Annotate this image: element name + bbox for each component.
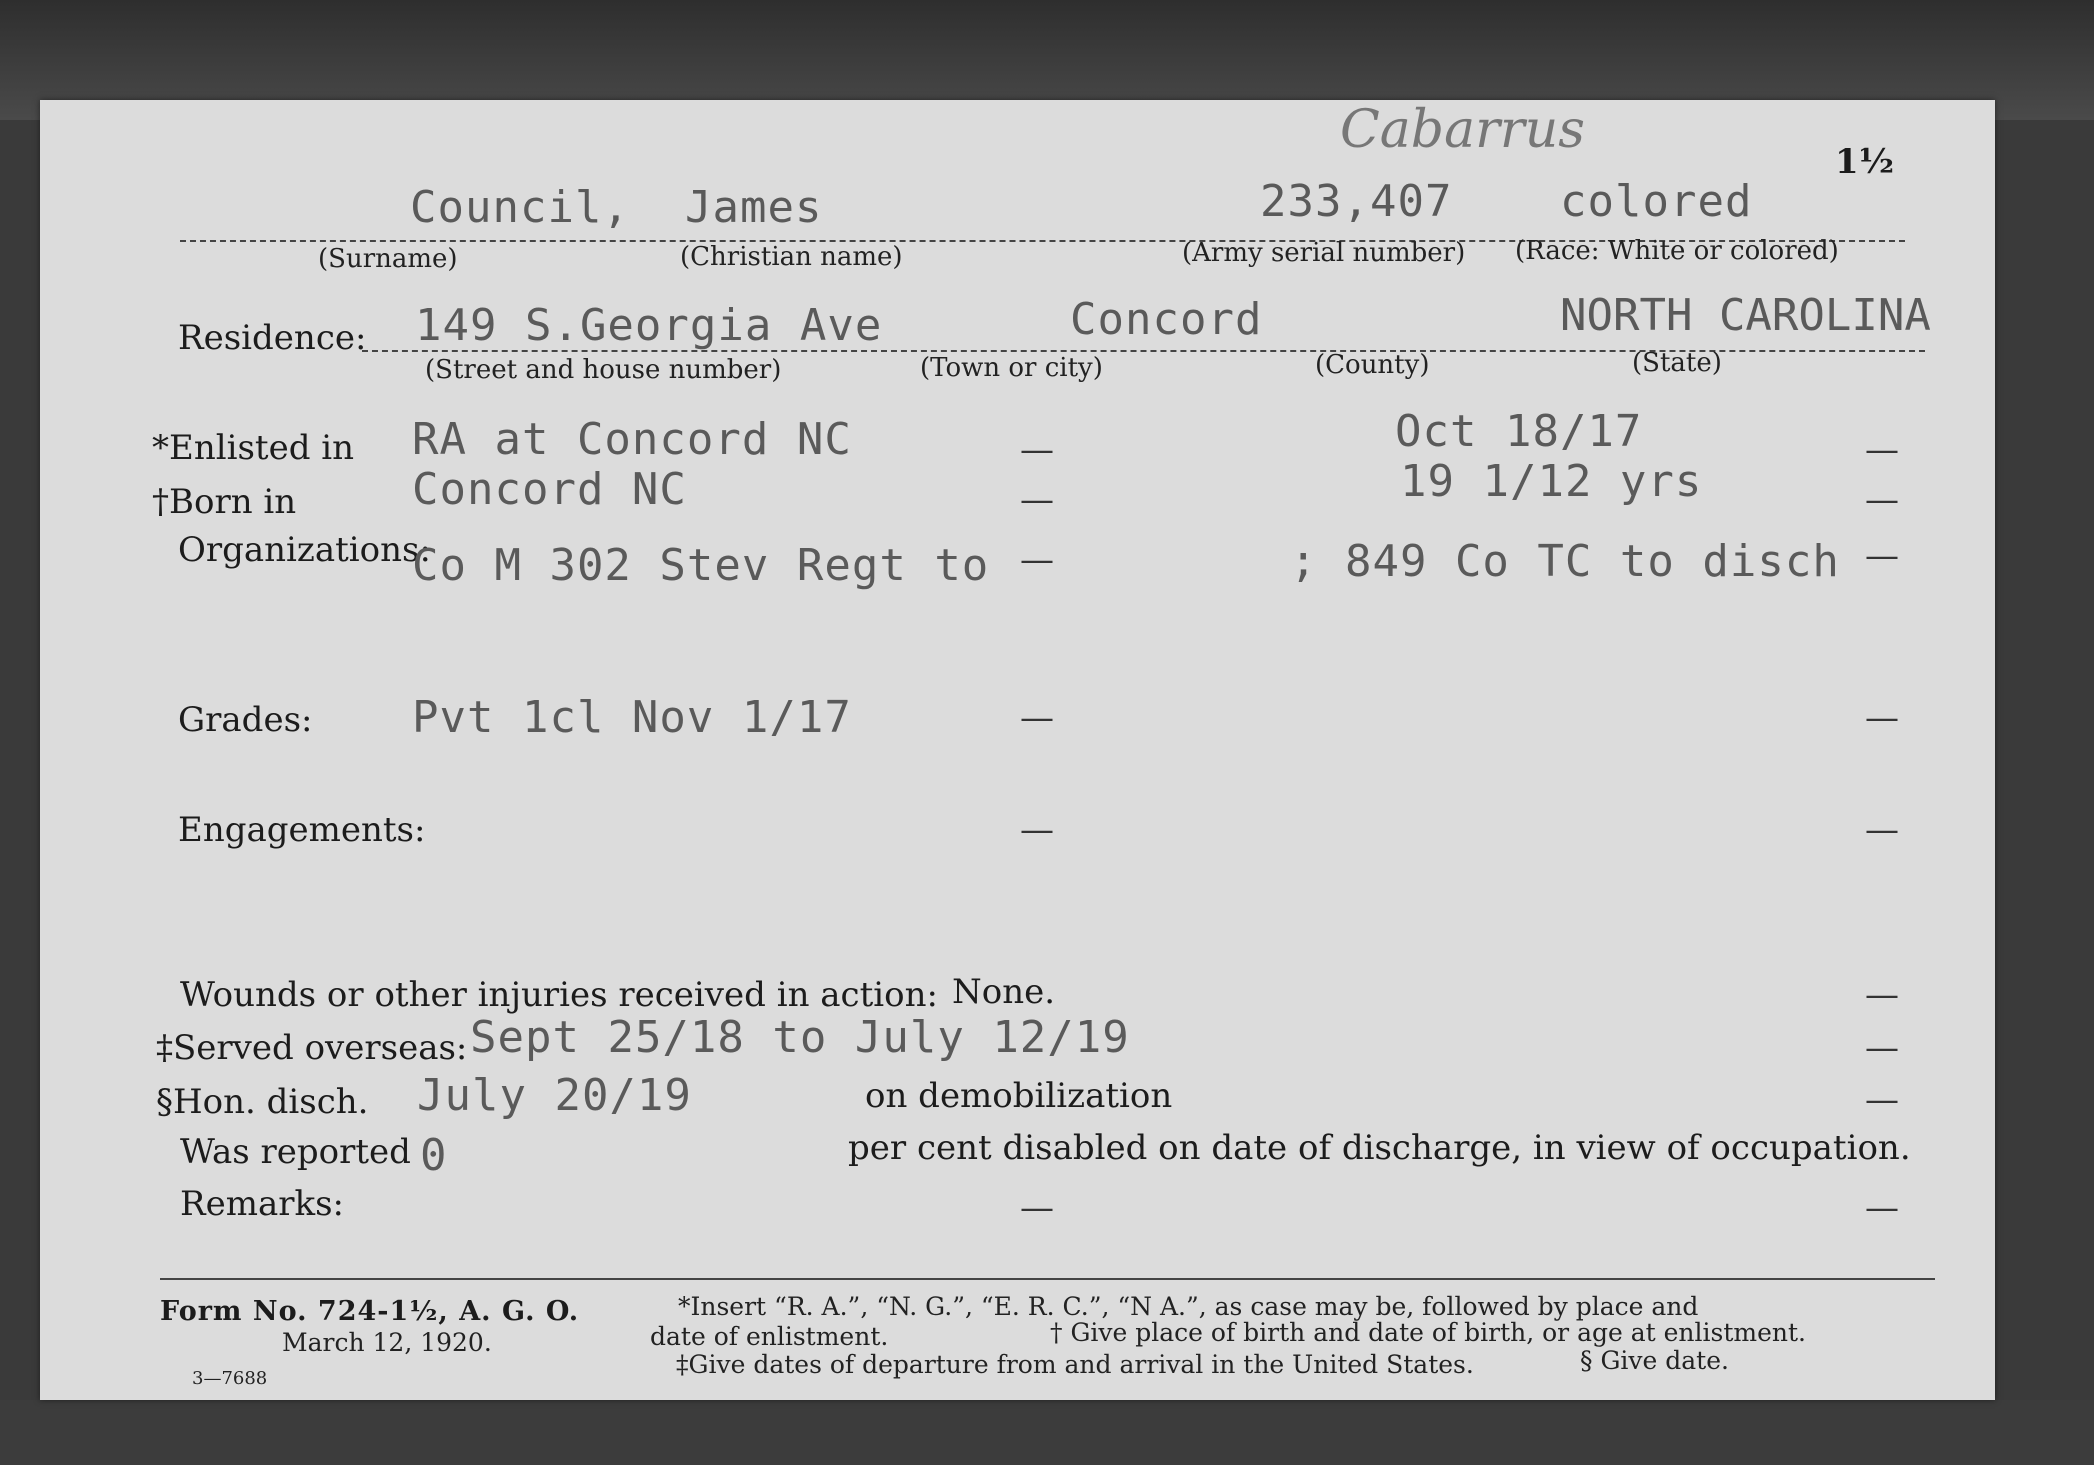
- grades-label: Grades:: [178, 700, 313, 740]
- fraction-mark: 1½: [1835, 142, 1895, 182]
- engagements-label: Engagements:: [178, 810, 426, 850]
- reported-value: 0: [420, 1130, 448, 1181]
- dash: —: [1865, 1028, 1899, 1068]
- grades-value: Pvt 1cl Nov 1/17: [412, 692, 852, 743]
- disabled-text: per cent disabled on date of discharge, in view of occupation.: [848, 1128, 1911, 1168]
- county-handwritten: Cabarrus: [1340, 100, 1585, 160]
- dash: —: [1865, 430, 1899, 470]
- footnote-enlisted-1: *Insert “R. A.”, “N. G.”, “E. R. C.”, “N A.”, as case may be, followed by place and: [678, 1292, 1699, 1321]
- organizations-label: Organizations:: [178, 530, 431, 570]
- street-label: (Street and house number): [425, 355, 782, 385]
- honorable-discharge-label: §Hon. disch.: [156, 1082, 369, 1122]
- serial-number-value: 233,407: [1260, 176, 1453, 227]
- dash: —: [1865, 1080, 1899, 1120]
- dash: —: [1020, 1188, 1054, 1228]
- town-label: (Town or city): [920, 353, 1103, 383]
- dash: —: [1020, 810, 1054, 850]
- record-card: [40, 100, 1995, 1400]
- dash: —: [1865, 975, 1899, 1015]
- race-value: colored: [1560, 176, 1753, 227]
- state-value: NORTH CAROLINA: [1560, 290, 1931, 341]
- born-value: Concord NC: [412, 464, 687, 515]
- christian-name-value: James: [685, 182, 823, 233]
- dash: —: [1020, 540, 1054, 580]
- wounds-value: None.: [952, 972, 1056, 1012]
- served-overseas-value: Sept 25/18 to July 12/19: [470, 1012, 1130, 1063]
- footer-rule: [160, 1278, 1935, 1280]
- footnote-overseas: ‡Give dates of departure from and arrival in the United States.: [676, 1350, 1474, 1379]
- dash: —: [1020, 698, 1054, 738]
- form-code: 3—7688: [192, 1368, 268, 1389]
- form-date: March 12, 1920.: [282, 1328, 492, 1357]
- dash: —: [1865, 480, 1899, 520]
- reported-label: Was reported: [180, 1132, 411, 1172]
- enlisted-date-value: Oct 18/17: [1395, 406, 1643, 457]
- footnote-born: † Give place of birth and date of birth, or age at enlistment.: [1050, 1318, 1806, 1347]
- footnote-discharge: § Give date.: [1580, 1346, 1729, 1375]
- surname-label: (Surname): [318, 244, 458, 274]
- age-value: 19 1/12 yrs: [1400, 456, 1703, 507]
- street-value: 149 S.Georgia Ave: [415, 300, 883, 351]
- dash: —: [1865, 1188, 1899, 1228]
- residence-label: Residence:: [178, 318, 367, 358]
- footnote-enlisted-2: date of enlistment.: [650, 1322, 889, 1351]
- surname-value: Council,: [410, 182, 630, 233]
- background-bottom: [0, 1400, 2094, 1465]
- form-number: Form No. 724-1½, A. G. O.: [160, 1296, 580, 1327]
- race-label: (Race: White or colored): [1515, 236, 1839, 266]
- discharge-reason: on demobilization: [865, 1076, 1173, 1116]
- born-label: †Born in: [152, 482, 297, 522]
- dash: —: [1020, 430, 1054, 470]
- organization-value-2: ; 849 Co TC to disch: [1290, 536, 1840, 587]
- organization-value-1: Co M 302 Stev Regt to: [412, 540, 990, 591]
- town-value: Concord: [1070, 294, 1263, 345]
- remarks-label: Remarks:: [180, 1184, 344, 1224]
- state-label: (State): [1632, 348, 1722, 378]
- dash: —: [1020, 480, 1054, 520]
- dash: —: [1865, 810, 1899, 850]
- wounds-label: Wounds or other injuries received in action:: [180, 975, 938, 1015]
- enlisted-label: *Enlisted in: [152, 428, 355, 468]
- county-label: (County): [1315, 350, 1430, 380]
- enlisted-value: RA at Concord NC: [412, 414, 852, 465]
- served-overseas-label: ‡Served overseas:: [156, 1028, 468, 1068]
- christian-name-label: (Christian name): [680, 242, 903, 272]
- dash: —: [1865, 698, 1899, 738]
- honorable-discharge-value: July 20/19: [417, 1070, 692, 1121]
- serial-number-label: (Army serial number): [1182, 238, 1466, 268]
- dash: —: [1865, 536, 1899, 576]
